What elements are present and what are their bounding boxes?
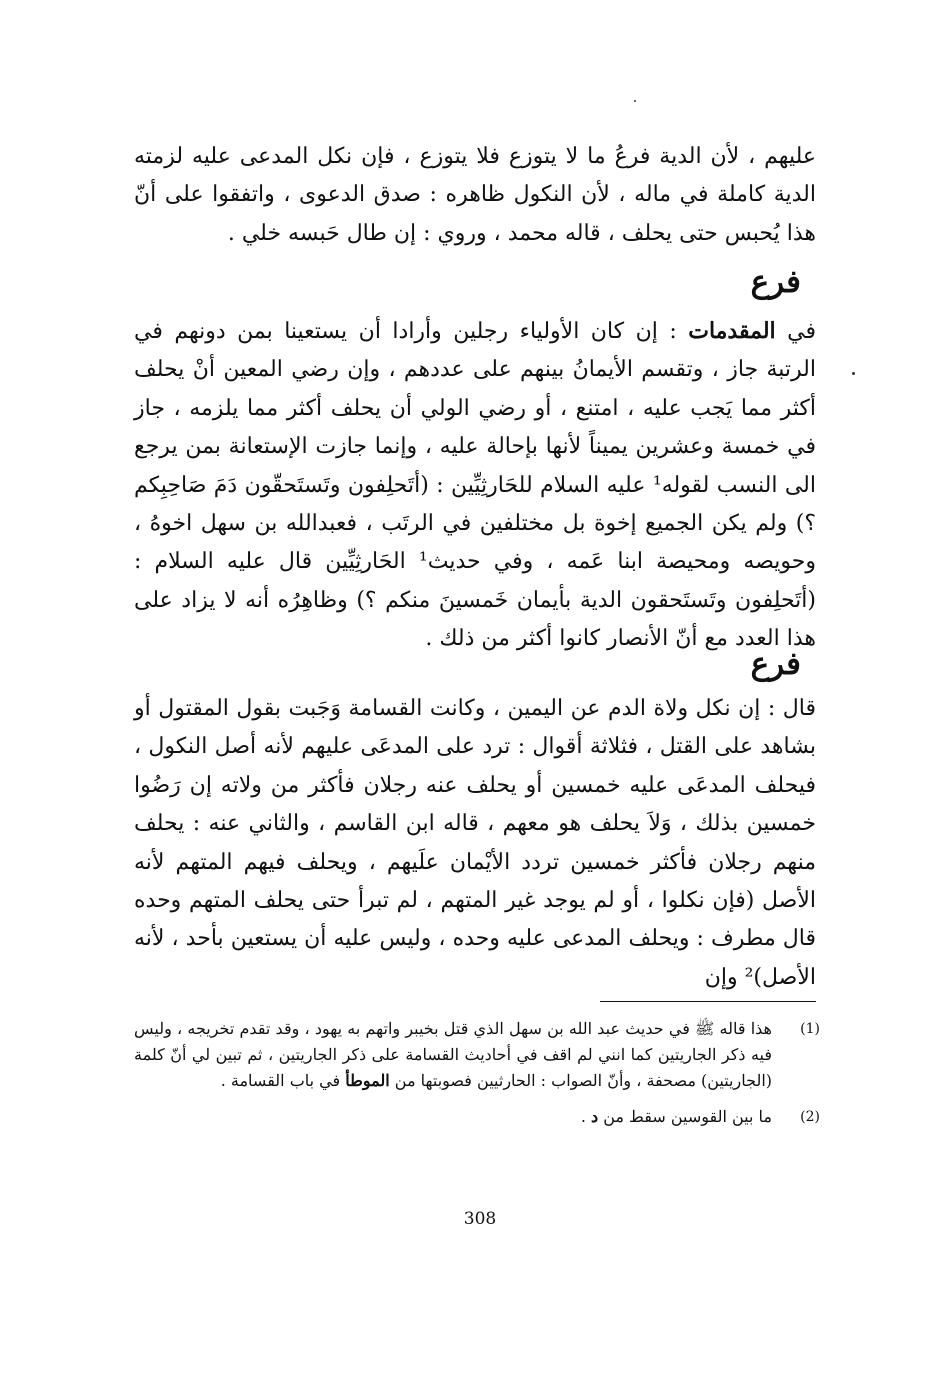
paragraph-3-text: قال : إن نكل ولاة الدم عن اليمين ، وكانت القسامة وَجَبت بقول المقتول أو بشاهد على القتل ، فثلاثة أقوال : ترد على المدعَى عليهم لأنه أصل النكول ، فيحلف المدعَى عليه خمسين أو يحلف عنه رجلان فأكثر من ولاته إن رَضُوا خمسين بذلك ، وَلاَ يحلف هو معهم ، قاله ابن القاسم ، والثاني عنه : يحلف منهم رجلان فأكثر خمسين تردد الأيْمان علَيهم ، ويحلف فيهم المتهم لأنه الأصل (فإن نكلوا ، أو لم يوجد غير المتهم ، لم تبرأ حتى يحلف المتهم وحده قال مطرف : ويحلف المدعى عليه وحده ، وليس عليه أن يستعين بأحد ، لأنه الأصل)² وإن bbox=[134, 696, 816, 990]
paragraph-2-text bbox=[134, 312, 816, 659]
paragraph-3 bbox=[134, 690, 816, 997]
footnote-1-text-part-b: في باب القسامة . bbox=[220, 1071, 346, 1090]
footnote-2-text bbox=[134, 1104, 772, 1130]
paragraph-2-source-title: المقدمات bbox=[688, 318, 776, 344]
paragraph-1-text: عليهم ، لأن الدية فرعُ ما لا يتوزع فلا يتوزع ، فإن نكل المدعى عليه لزمته الدية كاملة في ماله ، لأن النكول ظاهره : صدق الدعوى ، واتفقوا على أنّ هذا يُحبس حتى يحلف ، قاله محمد ، وروي : إن طال حَبسه خلي . bbox=[134, 144, 816, 246]
paragraph-2 bbox=[134, 312, 816, 659]
section-heading-2: فرع bbox=[750, 646, 801, 682]
footnote-1-text-part-a: هذا قاله ﷺ في حديث عبد الله بن سهل الذي قتل بخيبر واتهم به يهود ، وقد تقدم تخريجه ، وليس فيه ذكر الجاريتين كما انني لم اقف في أحاديث القسامة على ذكر الجاريتين ، ثم تبين لي أنّ كلمة (الجاريتين) مصحفة ، وأنّ الصواب : الحارثيين فصوبتها من bbox=[134, 1019, 772, 1090]
footnote-divider bbox=[600, 1001, 816, 1002]
footnote-1-text bbox=[134, 1016, 772, 1094]
footnote-2-text-part-b: . bbox=[580, 1107, 591, 1126]
paragraph-2-body: : إن كان الأولياء رجلين وأرادا أن يستعينا بمن دونهم في الرتبة جاز ، وتقسم الأيمانُ بينهم على عددهم ، وإن رضي المعين أنْ يحلف أكثر مما يَجب عليه ، امتنع ، أو رضي الولي أن يحلف أكثر مما يلزمه ، جاز في خمسة وعشرين يميناً لأنها بإحالة عليه ، وإنما جازت الإستعانة بمن يرجع الى النسب لقوله¹ عليه السلام للحَارثِيِّين : (أتَحلِفون وتَستَحقّون دَمَ صَاحِبِكم ؟) ولم يكن الجميع إخوة بل مختلفين في الرتَب ، فعبدالله بن سهل اخوهُ ، وحويصه ومحيصة ابنا عَمه ، وفي حديث¹ الحَارثِيِّين قال عليه السلام : (أتَحلِفون وتَستَحقون الدية بأيمان خَمسينَ منكم ؟) وظاهِرُه أنه لا يزاد على هذا العدد مع أنّ الأنصار كانوا أكثر من ذلك . bbox=[134, 319, 816, 652]
footnote-2-number: (2) bbox=[800, 1109, 820, 1125]
footnote-2-text-part-a: ما بين القوسين سقط من bbox=[598, 1107, 772, 1126]
footnote-1-number: (1) bbox=[800, 1021, 820, 1037]
footnote-1-source-title: الموطأ bbox=[345, 1071, 390, 1090]
paragraph-2-prefix: في bbox=[775, 319, 816, 344]
footnote-2-source-letter: د bbox=[591, 1107, 599, 1126]
section-heading-1: فرع bbox=[750, 264, 801, 300]
scan-speck bbox=[634, 100, 636, 102]
scan-speck bbox=[852, 372, 855, 375]
page-number: 308 bbox=[463, 1209, 497, 1229]
footnotes bbox=[134, 1016, 820, 1140]
paragraph-1 bbox=[134, 138, 816, 253]
footnote-2 bbox=[134, 1104, 820, 1130]
footnote-1 bbox=[134, 1016, 820, 1094]
